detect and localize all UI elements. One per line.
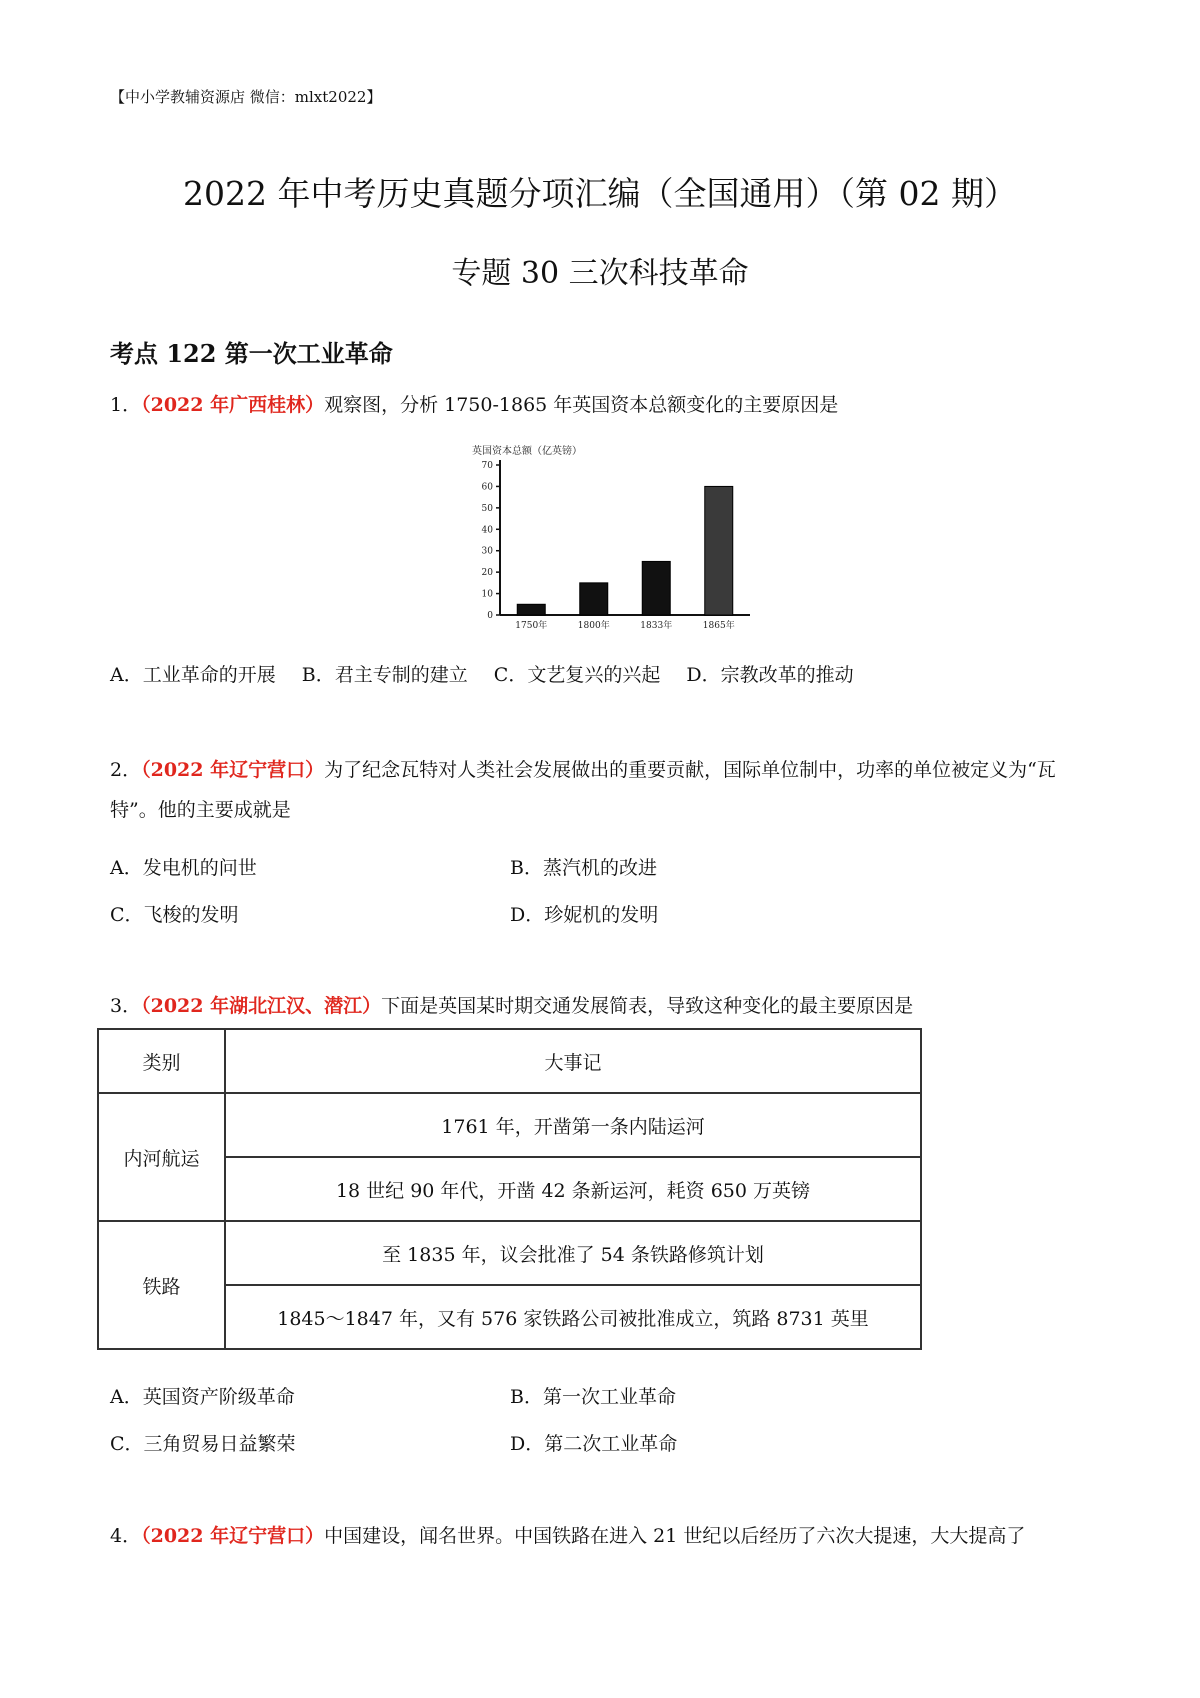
chart-y-tick-label: 70 <box>481 461 493 471</box>
question-source: （2022 年湖北江汉、潜江） <box>141 995 382 1017</box>
main-title: 2022 年中考历史真题分项汇编（全国通用）（第 02 期） <box>183 174 1017 213</box>
chart-y-tick-label: 40 <box>481 525 493 536</box>
option-c[interactable]: C．飞梭的发明 <box>110 904 239 926</box>
capital-bar-chart <box>460 440 760 640</box>
chart-x-tick-label: 1750年 <box>515 621 548 631</box>
chart-x-tick-label: 1865年 <box>702 621 735 631</box>
table-event-cell: 1845～1847 年，又有 576 家铁路公司被批准成立，筑路 8731 英里 <box>225 1285 921 1349</box>
option-a[interactable]: A．工业革命的开展 <box>110 664 276 686</box>
option-d[interactable]: D．第二次工业革命 <box>510 1433 678 1455</box>
option-a[interactable]: A．发电机的问世 <box>110 857 257 879</box>
question-text: 为了纪念瓦特对人类社会发展做出的重要贡献，国际单位制中，功率的单位被定义为“瓦特”。他的主要成就是 <box>110 759 1056 821</box>
transport-events-table <box>97 1028 922 1350</box>
question-number: 4． <box>110 1525 142 1547</box>
question-number: 3． <box>110 995 142 1017</box>
header-note: 【中小学教辅资源店 微信：mlxt2022】 <box>110 88 382 106</box>
chart-y-tick-label: 20 <box>481 568 493 579</box>
table-category-cell: 内河航运 <box>98 1093 225 1221</box>
chart-bar <box>517 604 545 615</box>
chart-title: 英国资本总额（亿英镑） <box>472 446 582 457</box>
option-b[interactable]: B．蒸汽机的改进 <box>510 857 657 879</box>
chart-y-tick-label: 50 <box>481 503 493 514</box>
question-1 <box>110 385 1100 425</box>
chart-y-tick-label: 0 <box>487 611 493 621</box>
table-row <box>98 1093 921 1157</box>
chart-bar <box>705 486 733 615</box>
question-number: 2． <box>110 759 142 781</box>
table-category-cell: 铁路 <box>98 1221 225 1349</box>
option-c[interactable]: C．三角贸易日益繁荣 <box>110 1433 296 1455</box>
table-header-row <box>98 1029 921 1093</box>
table-event-cell: 1761 年，开凿第一条内陆运河 <box>225 1093 921 1157</box>
table-row <box>98 1221 921 1285</box>
chart-y-tick-label: 30 <box>481 546 493 557</box>
table-event-cell: 18 世纪 90 年代，开凿 42 条新运河，耗资 650 万英镑 <box>225 1157 921 1221</box>
question-source: （2022 年辽宁营口） <box>141 1525 325 1547</box>
question-text: 下面是英国某时期交通发展简表，导致这种变化的最主要原因是 <box>381 995 914 1017</box>
table-event-cell: 至 1835 年，议会批准了 54 条铁路修筑计划 <box>225 1221 921 1285</box>
chart-y-tick-label: 10 <box>481 589 493 600</box>
question-3-options <box>110 1372 910 1466</box>
chart-bar <box>642 561 670 615</box>
question-text: 观察图，分析 1750-1865 年英国资本总额变化的主要原因是 <box>324 394 839 416</box>
question-source: （2022 年广西桂林） <box>141 394 325 416</box>
chart-y-tick-label: 60 <box>481 482 493 493</box>
table-header-category: 类别 <box>98 1029 225 1093</box>
option-b[interactable]: B．第一次工业革命 <box>510 1386 676 1408</box>
question-4 <box>110 1516 1100 1556</box>
question-number: 1． <box>110 394 142 416</box>
question-2 <box>110 750 1100 830</box>
question-3 <box>110 986 1100 1026</box>
chart-bar <box>580 583 608 615</box>
question-1-options <box>110 660 874 687</box>
option-d[interactable]: D．珍妮机的发明 <box>510 904 659 926</box>
option-b[interactable]: B．君主专制的建立 <box>301 664 468 686</box>
option-a[interactable]: A．英国资产阶级革命 <box>110 1386 295 1408</box>
question-2-options <box>110 843 910 937</box>
sub-title: 专题 30 三次科技革命 <box>451 256 749 291</box>
option-d[interactable]: D．宗教改革的推动 <box>686 664 854 686</box>
option-c[interactable]: C．文艺复兴的兴起 <box>493 664 661 686</box>
section-title: 考点 122 第一次工业革命 <box>110 339 393 368</box>
chart-x-tick-label: 1833年 <box>640 621 673 631</box>
chart-x-tick-label: 1800年 <box>577 621 610 631</box>
question-source: （2022 年辽宁营口） <box>141 759 325 781</box>
question-text: 中国建设，闻名世界。中国铁路在进入 21 世纪以后经历了六次大提速，大大提高了 <box>324 1525 1026 1547</box>
table-header-events: 大事记 <box>225 1029 921 1093</box>
